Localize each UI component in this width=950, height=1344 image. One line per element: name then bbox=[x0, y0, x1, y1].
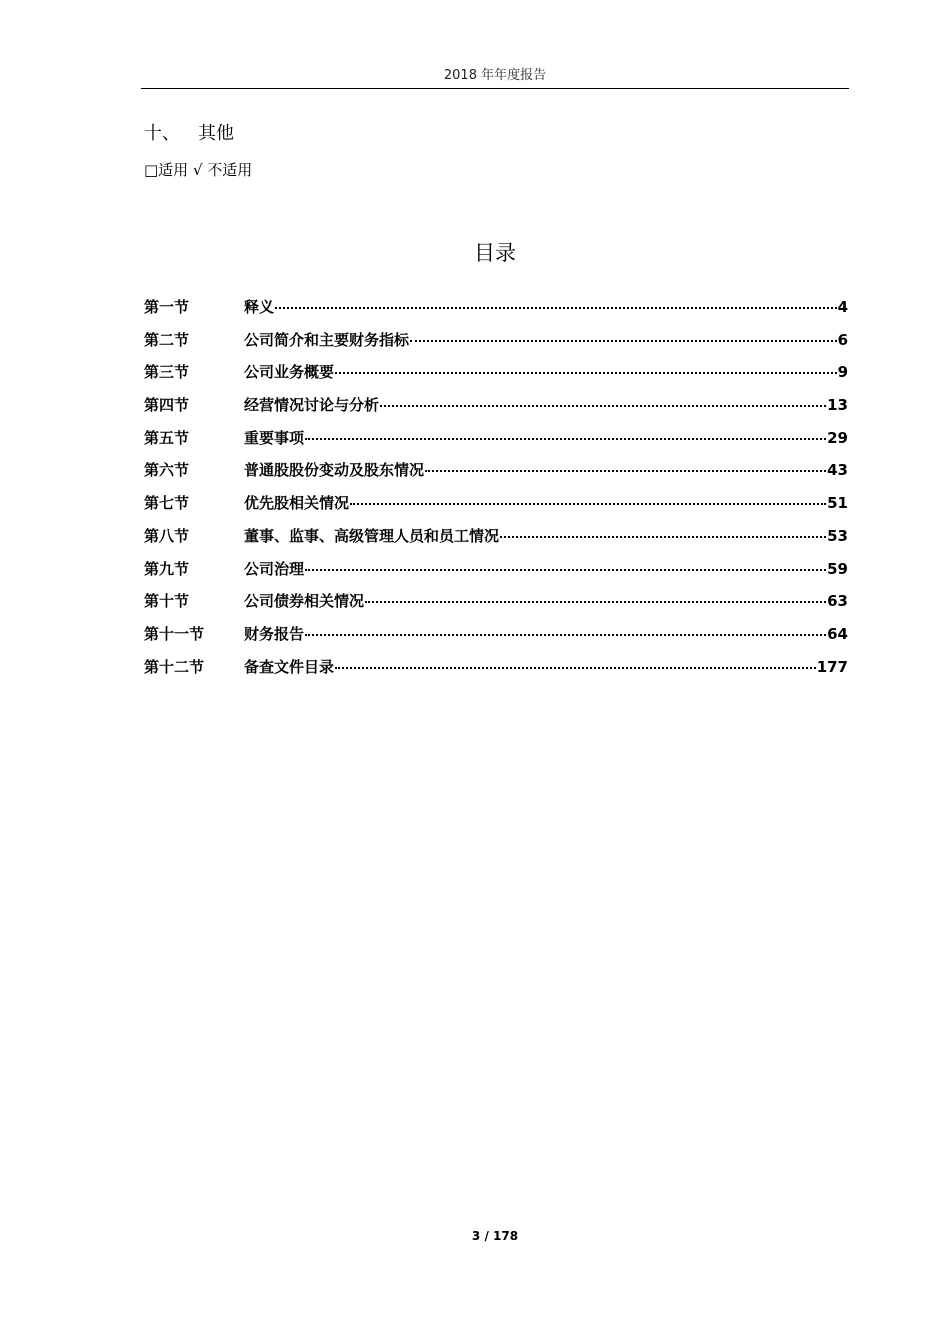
toc-entry[interactable] bbox=[144, 296, 848, 329]
toc-page-number: 51 bbox=[827, 494, 848, 513]
toc-leader-dots bbox=[335, 372, 837, 374]
toc-title: 目录 bbox=[474, 241, 516, 265]
toc-page-number: 4 bbox=[837, 298, 848, 316]
toc-leader-dots bbox=[425, 470, 826, 472]
toc-entry[interactable] bbox=[144, 492, 848, 525]
toc-leader-dots bbox=[500, 536, 826, 538]
toc-entry[interactable] bbox=[144, 394, 848, 427]
toc-page-number: 63 bbox=[827, 592, 848, 611]
toc-leader-dots bbox=[350, 503, 826, 505]
toc-leader-dots bbox=[335, 667, 816, 669]
toc-section-name: 董事、监事、高级管理人员和员工情况 bbox=[244, 526, 500, 545]
toc-section-name: 公司治理 bbox=[244, 559, 305, 578]
toc-entry[interactable] bbox=[144, 427, 848, 460]
toc-leader-dots bbox=[305, 569, 826, 571]
toc-entry[interactable] bbox=[144, 656, 848, 689]
toc-page-number: 64 bbox=[827, 624, 848, 643]
toc-section-name: 经营情况讨论与分析 bbox=[244, 396, 380, 415]
section-heading bbox=[144, 122, 234, 146]
toc-page-number: 29 bbox=[827, 428, 848, 447]
toc-section-name: 优先股相关情况 bbox=[244, 494, 350, 513]
toc-section-number: 第六节 bbox=[144, 461, 190, 480]
toc-page-number: 13 bbox=[827, 396, 848, 415]
toc-section-number: 第一节 bbox=[144, 298, 190, 316]
toc-leader-dots bbox=[305, 438, 826, 440]
toc-section-number: 第八节 bbox=[144, 526, 190, 545]
toc-entry[interactable] bbox=[144, 361, 848, 394]
table-of-contents bbox=[144, 296, 848, 688]
toc-section-number: 第四节 bbox=[144, 396, 190, 415]
toc-page-number: 6 bbox=[837, 330, 848, 349]
toc-section-name: 备查文件目录 bbox=[244, 657, 335, 676]
toc-section-number: 第十二节 bbox=[144, 657, 205, 676]
toc-entry[interactable] bbox=[144, 459, 848, 492]
toc-entry[interactable] bbox=[144, 558, 848, 591]
toc-page-number: 9 bbox=[837, 363, 848, 382]
toc-leader-dots bbox=[365, 601, 826, 603]
toc-section-name: 公司债券相关情况 bbox=[244, 592, 365, 611]
toc-section-number: 第十节 bbox=[144, 592, 190, 611]
toc-page-number: 59 bbox=[827, 559, 848, 578]
toc-section-number: 第三节 bbox=[144, 363, 190, 382]
toc-entry[interactable] bbox=[144, 590, 848, 623]
toc-section-name: 财务报告 bbox=[244, 624, 305, 643]
toc-entry[interactable] bbox=[144, 329, 848, 362]
toc-page-number: 53 bbox=[827, 526, 848, 545]
toc-leader-dots bbox=[380, 405, 826, 407]
report-title: 2018 年年度报告 bbox=[443, 68, 547, 83]
page-header bbox=[141, 66, 849, 89]
toc-entry[interactable] bbox=[144, 525, 848, 558]
toc-section-number: 第七节 bbox=[144, 494, 190, 513]
section-title: 其他 bbox=[198, 123, 234, 144]
toc-section-number: 第九节 bbox=[144, 559, 190, 578]
toc-section-number: 第十一节 bbox=[144, 624, 205, 643]
toc-section-number: 第二节 bbox=[144, 330, 190, 349]
toc-section-name: 公司业务概要 bbox=[244, 363, 335, 382]
toc-section-name: 释义 bbox=[244, 298, 275, 316]
toc-page-number: 43 bbox=[827, 461, 848, 480]
toc-section-name: 公司简介和主要财务指标 bbox=[244, 330, 410, 349]
toc-page-number: 177 bbox=[816, 657, 848, 676]
section-number: 十、 bbox=[144, 123, 180, 144]
toc-section-name: 普通股股份变动及股东情况 bbox=[244, 461, 425, 480]
toc-leader-dots bbox=[275, 307, 837, 309]
page-number: 3 / 178 bbox=[471, 1229, 519, 1243]
toc-leader-dots bbox=[305, 634, 826, 636]
toc-entry[interactable] bbox=[144, 623, 848, 656]
applicability-status: □适用 √ 不适用 bbox=[144, 161, 253, 179]
toc-leader-dots bbox=[410, 340, 837, 342]
page-footer bbox=[0, 1229, 950, 1243]
toc-section-number: 第五节 bbox=[144, 428, 190, 447]
toc-section-name: 重要事项 bbox=[244, 428, 305, 447]
